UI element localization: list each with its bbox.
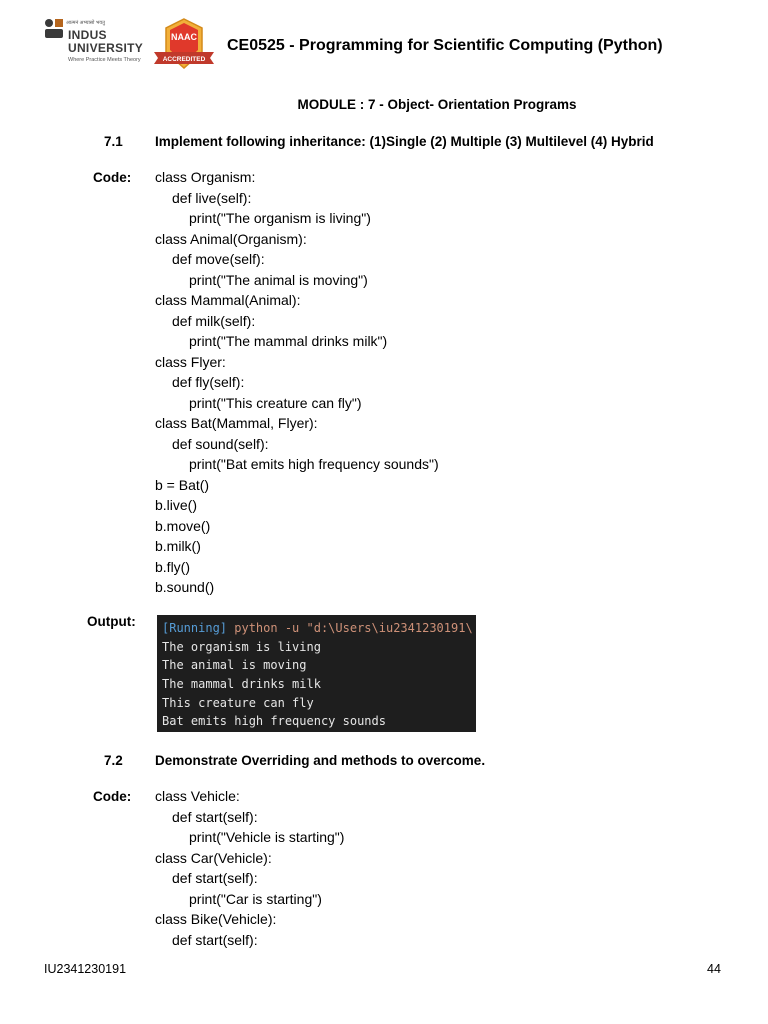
code-line: def live(self): xyxy=(172,189,252,206)
code-line: def sound(self): xyxy=(172,435,269,452)
code-block xyxy=(155,786,344,950)
code-line: b = Bat() xyxy=(155,476,210,493)
university-logo xyxy=(44,16,154,68)
code-line: print("The animal is moving") xyxy=(189,271,368,288)
code-line: b.sound() xyxy=(155,579,215,595)
code-line: b.move() xyxy=(155,517,211,534)
logo-name-line1: INDUS xyxy=(68,28,107,42)
terminal-output-line: The organism is living xyxy=(162,639,321,654)
code-line: def move(self): xyxy=(172,251,265,267)
logo-tagline: आत्मनं अभ्यासो भवतु xyxy=(66,20,105,26)
code-line: class Animal(Organism): xyxy=(155,230,307,247)
code-line: class Car(Vehicle): xyxy=(155,849,272,866)
code-line: print("Car is starting") xyxy=(189,890,322,907)
code-line: class Organism: xyxy=(155,169,256,185)
code-block xyxy=(155,167,439,598)
code-line: print("This creature can fly") xyxy=(189,394,362,411)
terminal-command: python -u "d:\Users\iu2341230191\ xyxy=(227,621,473,635)
logo-motto: Where Practice Meets Theory xyxy=(68,57,141,63)
code-line: print("Vehicle is starting") xyxy=(189,829,345,845)
section-title: Demonstrate Overriding and methods to overcome. xyxy=(155,753,486,768)
code-label: Code: xyxy=(93,170,132,185)
code-line: b.milk() xyxy=(155,538,201,554)
code-line: class Vehicle: xyxy=(155,788,240,804)
footer-page-number: 44 xyxy=(707,962,721,976)
code-line: print("The mammal drinks milk") xyxy=(189,333,388,349)
code-line: def start(self): xyxy=(172,870,258,886)
terminal-output xyxy=(157,615,476,732)
terminal-running-tag: [Running] xyxy=(162,621,228,635)
terminal-command-line xyxy=(162,619,476,638)
naac-accredited-badge-icon xyxy=(152,18,216,72)
university-logo-mark-icon xyxy=(44,18,64,48)
code-line: def fly(self): xyxy=(172,374,245,390)
footer-student-id: IU2341230191 xyxy=(44,962,127,976)
code-line: print("The organism is living") xyxy=(189,210,371,226)
code-line: class Bat(Mammal, Flyer): xyxy=(155,415,318,431)
code-line: b.live() xyxy=(155,497,198,513)
terminal-output-line: This creature can fly xyxy=(162,695,314,710)
section-number: 7.2 xyxy=(104,753,123,768)
code-line: class Bike(Vehicle): xyxy=(155,911,277,927)
code-line: def start(self): xyxy=(172,808,258,825)
code-line: def start(self): xyxy=(172,931,258,948)
code-line: print("Bat emits high frequency sounds") xyxy=(189,456,439,472)
section-number: 7.1 xyxy=(104,134,123,149)
terminal-output-line: The animal is moving xyxy=(162,658,307,673)
code-label: Code: xyxy=(93,789,132,804)
section-title: Implement following inheritance: (1)Single (2) Multiple (3) Multilevel (4) Hybrid xyxy=(155,134,654,149)
output-label: Output: xyxy=(87,614,136,629)
code-line: class Mammal(Animal): xyxy=(155,292,301,308)
code-line: def milk(self): xyxy=(172,312,256,329)
code-line: b.fly() xyxy=(155,558,190,575)
terminal-output-line: Bat emits high frequency sounds xyxy=(162,714,386,729)
page-header xyxy=(44,16,724,76)
terminal-output-line: The mammal drinks milk xyxy=(162,677,321,692)
naac-badge-ribbon: ACCREDITED xyxy=(162,56,206,63)
module-heading: MODULE : 7 - Object- Orientation Programs xyxy=(297,97,577,112)
course-title: CE0525 - Programming for Scientific Computing (Python) xyxy=(227,37,663,54)
code-line: class Flyer: xyxy=(155,353,226,370)
logo-name-line2: UNIVERSITY xyxy=(68,41,144,55)
naac-badge-label: NAAC xyxy=(171,32,197,42)
